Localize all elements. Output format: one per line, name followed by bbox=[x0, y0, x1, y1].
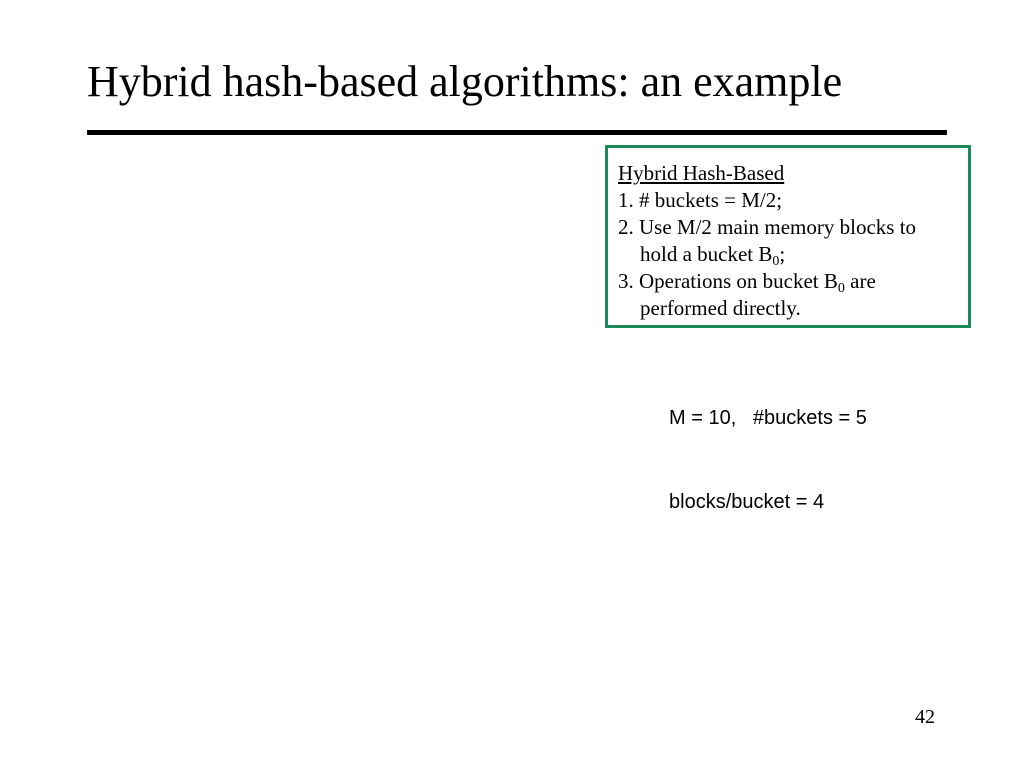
note-item-3-text: 3. Operations on bucket B bbox=[618, 269, 838, 293]
note-item-3-end: are bbox=[844, 269, 876, 293]
note-item-3-line-2: performed directly. bbox=[640, 296, 801, 320]
page-number: 42 bbox=[915, 706, 935, 728]
example-parameters bbox=[669, 348, 867, 544]
note-item-2-line-1: 2. Use M/2 main memory blocks to bbox=[618, 215, 917, 239]
note-item-2-end: ; bbox=[779, 242, 786, 266]
slide-title: Hybrid hash-based algorithms: an example bbox=[87, 57, 843, 106]
note-item-2-line-2 bbox=[618, 241, 958, 268]
parameter-line-1: M = 10, #buckets = 5 bbox=[669, 407, 867, 429]
note-item-3-line-1 bbox=[618, 268, 958, 295]
hybrid-hash-note-box bbox=[605, 145, 971, 328]
note-heading: Hybrid Hash-Based bbox=[618, 161, 785, 185]
bucket-subscript: 0 bbox=[837, 281, 845, 296]
bucket-subscript: 0 bbox=[772, 254, 780, 269]
note-item-2-text: hold a bucket B bbox=[640, 242, 773, 266]
title-divider bbox=[87, 130, 947, 135]
parameter-line-2: blocks/bucket = 4 bbox=[669, 491, 825, 513]
note-item-1: 1. # buckets = M/2; bbox=[618, 188, 783, 212]
